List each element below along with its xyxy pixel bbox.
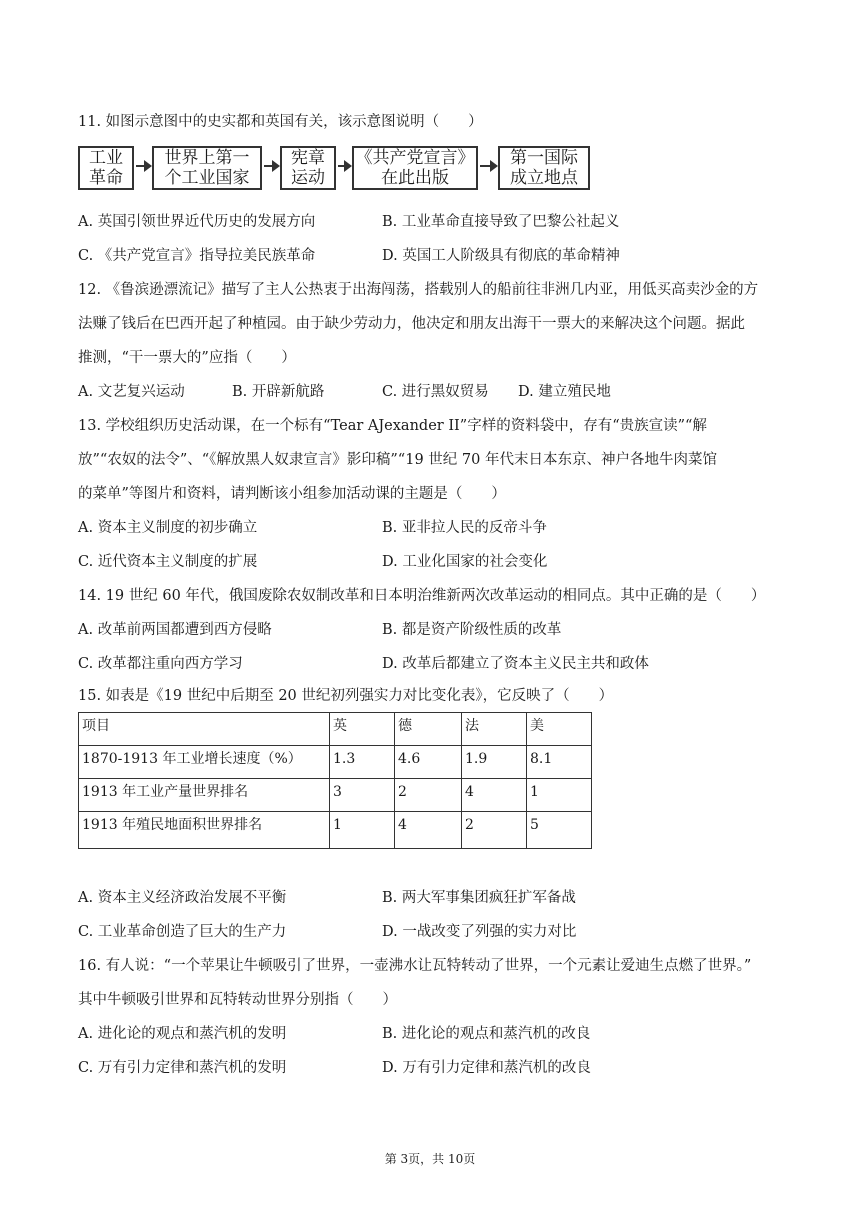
q16-option-d[interactable]: D. 万有引力定律和蒸汽机的改良 bbox=[382, 1060, 591, 1076]
q14-option-b[interactable]: B. 都是资产阶级性质的改革 bbox=[382, 622, 562, 638]
q13-option-d[interactable]: D. 工业化国家的社会变化 bbox=[382, 554, 548, 570]
table-cell: 1870-1913 年工业增长速度（%） bbox=[79, 746, 330, 779]
flow-box-5: 第一国际 成立地点 bbox=[498, 146, 590, 190]
flow-box-4: 《共产党宣言》 在此出版 bbox=[352, 146, 478, 190]
flow-arrow-3 bbox=[338, 165, 350, 167]
table-header-cell: 英 bbox=[330, 713, 395, 746]
q13-stem-line-3: 的菜单”等图片和资料，请判断该小组参加活动课的主题是（ ） bbox=[78, 486, 506, 502]
q12-option-b[interactable]: B. 开辟新航路 bbox=[232, 384, 325, 400]
table-cell: 1 bbox=[527, 779, 592, 812]
q15-option-d[interactable]: D. 一战改变了列强的实力对比 bbox=[382, 924, 577, 940]
table-cell: 1.9 bbox=[462, 746, 527, 779]
table-cell: 3 bbox=[330, 779, 395, 812]
q15-option-c[interactable]: C. 工业革命创造了巨大的生产力 bbox=[78, 924, 287, 940]
table-cell: 1.3 bbox=[330, 746, 395, 779]
q15-stem: 15. 如表是《19 世纪中后期至 20 世纪初列强实力对比变化表》，它反映了（ ） bbox=[78, 688, 614, 704]
table-header-row bbox=[79, 713, 592, 746]
table-cell: 2 bbox=[395, 779, 462, 812]
table-cell: 4 bbox=[395, 812, 462, 849]
page-number: 第 3页，共 10页 bbox=[384, 1152, 476, 1166]
q12-stem-line-3: 推测，“干一票大的”应指（ ） bbox=[78, 350, 296, 366]
table-cell: 8.1 bbox=[527, 746, 592, 779]
q12-stem-line-2: 法赚了钱后在巴西开起了种植园。由于缺少劳动力，他决定和朋友出海干一票大的来解决这个问题。据此 bbox=[78, 316, 745, 332]
q11-option-a[interactable]: A. 英国引领世界近代历史的发展方向 bbox=[78, 214, 316, 230]
q14-stem: 14. 19 世纪 60 年代，俄国废除农奴制改革和日本明治维新两次改革运动的相同点。其中正确的是（ ） bbox=[78, 588, 766, 604]
q14-option-c[interactable]: C. 改革都注重向西方学习 bbox=[78, 656, 243, 672]
q16-option-b[interactable]: B. 进化论的观点和蒸汽机的改良 bbox=[382, 1026, 591, 1042]
flow-arrow-1 bbox=[136, 165, 150, 167]
q11-option-d[interactable]: D. 英国工人阶级具有彻底的革命精神 bbox=[382, 248, 620, 264]
table-cell: 1 bbox=[330, 812, 395, 849]
q16-stem-line-2: 其中牛顿吸引世界和瓦特转动世界分别指（ ） bbox=[78, 992, 397, 1008]
table-cell: 2 bbox=[462, 812, 527, 849]
table-cell: 4 bbox=[462, 779, 527, 812]
q16-option-a[interactable]: A. 进化论的观点和蒸汽机的发明 bbox=[78, 1026, 287, 1042]
q13-option-b[interactable]: B. 亚非拉人民的反帝斗争 bbox=[382, 520, 547, 536]
table-header-cell: 德 bbox=[395, 713, 462, 746]
flow-box-1: 工业 革命 bbox=[78, 146, 134, 190]
table-header-cell: 美 bbox=[527, 713, 592, 746]
q12-option-a[interactable]: A. 文艺复兴运动 bbox=[78, 384, 185, 400]
q11-stem: 11. 如图示意图中的史实都和英国有关，该示意图说明（ ） bbox=[78, 114, 483, 130]
table-header-cell: 项目 bbox=[79, 713, 330, 746]
q15-table bbox=[78, 712, 592, 849]
q13-option-a[interactable]: A. 资本主义制度的初步确立 bbox=[78, 520, 258, 536]
table-cell: 4.6 bbox=[395, 746, 462, 779]
q13-stem-line-2: 放”“农奴的法令”、“《解放黑人奴隶宣言》影印稿”“19 世纪 70 年代末日本东京、神户各地牛肉菜馆 bbox=[78, 452, 717, 468]
table-row bbox=[79, 746, 592, 779]
q11-option-c[interactable]: C. 《共产党宣言》指导拉美民族革命 bbox=[78, 248, 316, 264]
q16-stem-line-1: 16. 有人说：“一个苹果让牛顿吸引了世界，一壶沸水让瓦特转动了世界，一个元素让爱迪生点燃了世界。” bbox=[78, 958, 752, 974]
q12-stem-line-1: 12. 《鲁滨逊漂流记》描写了主人公热衷于出海闯荡，搭载别人的船前往非洲几内亚，用低买高卖沙金的方 bbox=[78, 282, 759, 298]
q11-option-b[interactable]: B. 工业革命直接导致了巴黎公社起义 bbox=[382, 214, 620, 230]
table-cell: 1913 年殖民地面积世界排名 bbox=[79, 812, 330, 849]
table-row bbox=[79, 812, 592, 849]
flow-arrow-4 bbox=[480, 165, 496, 167]
q12-option-c[interactable]: C. 进行黑奴贸易 bbox=[382, 384, 489, 400]
q15-option-b[interactable]: B. 两大军事集团疯狂扩军备战 bbox=[382, 890, 576, 906]
flow-box-3: 宪章 运动 bbox=[280, 146, 336, 190]
table-row bbox=[79, 779, 592, 812]
table-cell: 1913 年工业产量世界排名 bbox=[79, 779, 330, 812]
q13-stem-line-1: 13. 学校组织历史活动课，在一个标有“Tear AJexander II”字样的资料袋中，存有“贵族宣读”“解 bbox=[78, 418, 707, 434]
q14-option-a[interactable]: A. 改革前两国都遭到西方侵略 bbox=[78, 622, 272, 638]
table-cell: 5 bbox=[527, 812, 592, 849]
q13-option-c[interactable]: C. 近代资本主义制度的扩展 bbox=[78, 554, 258, 570]
table-header-cell: 法 bbox=[462, 713, 527, 746]
q15-option-a[interactable]: A. 资本主义经济政治发展不平衡 bbox=[78, 890, 287, 906]
q12-option-d[interactable]: D. 建立殖民地 bbox=[518, 384, 611, 400]
flow-box-2: 世界上第一 个工业国家 bbox=[152, 146, 262, 190]
flow-arrow-2 bbox=[264, 165, 278, 167]
q14-option-d[interactable]: D. 改革后都建立了资本主义民主共和政体 bbox=[382, 656, 649, 672]
q16-option-c[interactable]: C. 万有引力定律和蒸汽机的发明 bbox=[78, 1060, 287, 1076]
